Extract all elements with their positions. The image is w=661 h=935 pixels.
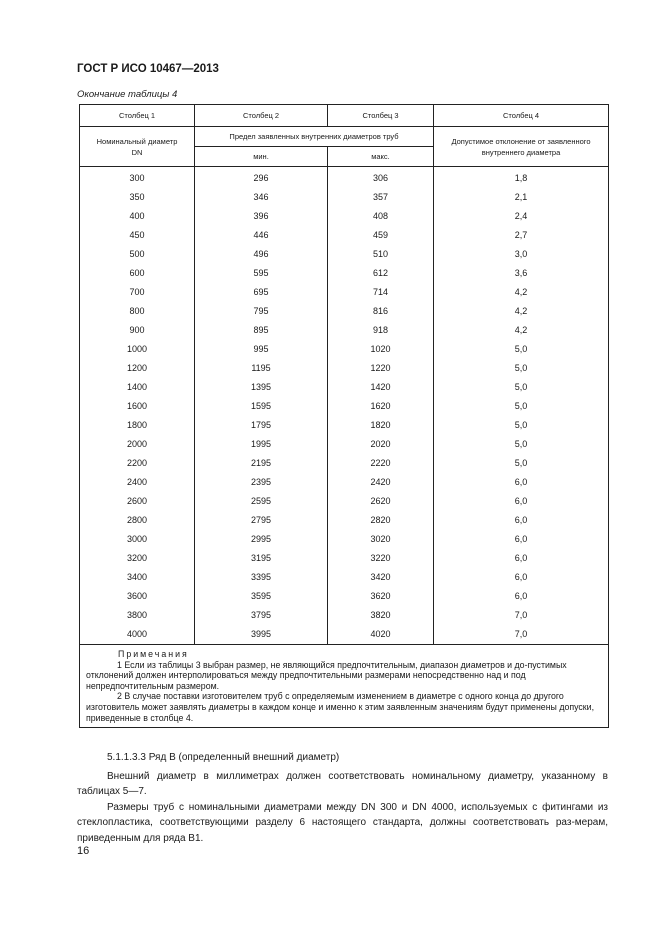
table-cell: 2420: [328, 473, 434, 492]
table-cell: 5,0: [434, 435, 609, 454]
table-cell: 4000: [80, 625, 195, 645]
table-cell: 1020: [328, 340, 434, 359]
table-cell: 3000: [80, 530, 195, 549]
table-cell: 995: [195, 340, 328, 359]
column-head-3: Столбец 3: [328, 105, 434, 127]
table-cell: 2220: [328, 454, 434, 473]
page-number: 16: [77, 845, 90, 857]
table-cell: 1195: [195, 359, 328, 378]
table-cell: 7,0: [434, 625, 609, 645]
table-cell: 1595: [195, 397, 328, 416]
note-1: 1 Если из таблицы 3 выбран размер, не являющийся предпочтительным, диапазон диаметров и до-пустимых отклонений должен интерполироваться между предпочтительными размерами непосредственно над и под непредпочтительным размером.: [86, 659, 567, 691]
table-row: [80, 340, 609, 359]
table-cell: 3400: [80, 568, 195, 587]
table-cell: 1420: [328, 378, 434, 397]
table-cell: 1800: [80, 416, 195, 435]
table-cell: 5,0: [434, 397, 609, 416]
table-cell: 6,0: [434, 492, 609, 511]
table-cell: 2620: [328, 492, 434, 511]
table-cell: 3,6: [434, 264, 609, 283]
table-cell: 3395: [195, 568, 328, 587]
table-cell: 3,0: [434, 245, 609, 264]
table-cell: 714: [328, 283, 434, 302]
table-cell: 5,0: [434, 359, 609, 378]
column-head-2: Столбец 2: [195, 105, 328, 127]
table-cell: 1995: [195, 435, 328, 454]
table-cell: 2020: [328, 435, 434, 454]
table-row: [80, 454, 609, 473]
table-row: [80, 188, 609, 207]
table-cell: 918: [328, 321, 434, 340]
table-row: [80, 435, 609, 454]
nominal-diameter-unit: DN: [131, 147, 143, 157]
table-cell: 3020: [328, 530, 434, 549]
table-cell: 3195: [195, 549, 328, 568]
table-cell: 2,4: [434, 207, 609, 226]
table-cell: 3595: [195, 587, 328, 606]
table-cell: 1200: [80, 359, 195, 378]
table-cell: 2195: [195, 454, 328, 473]
table-cell: 3995: [195, 625, 328, 645]
table-cell: 2395: [195, 473, 328, 492]
table-body: [80, 167, 609, 645]
min-header: мин.: [195, 147, 328, 167]
table-cell: 4020: [328, 625, 434, 645]
table-cell: 3220: [328, 549, 434, 568]
table-cell: 459: [328, 226, 434, 245]
note-2: 2 В случае поставки изготовителем труб с определяемым изменением в диаметре с одного конца до другого изготовитель может заявлять диаметры в каждом конце и именно к этим заявленным значениям будут применены допуски, приведенные в столбце 4.: [86, 691, 595, 723]
table-cell: 3820: [328, 606, 434, 625]
table-row: [80, 378, 609, 397]
table-cell: 895: [195, 321, 328, 340]
table-cell: 2995: [195, 530, 328, 549]
table-cell: 4,2: [434, 302, 609, 321]
table-cell: 2200: [80, 454, 195, 473]
table-cell: 350: [80, 188, 195, 207]
column-head-4: Столбец 4: [434, 105, 609, 127]
table-cell: 2000: [80, 435, 195, 454]
table-row: [80, 397, 609, 416]
table-cell: 2400: [80, 473, 195, 492]
section-heading: 5.1.1.3.3 Ряд В (определенный внешний диаметр): [107, 752, 340, 763]
table-cell: 1395: [195, 378, 328, 397]
table-cell: 800: [80, 302, 195, 321]
table-cell: 450: [80, 226, 195, 245]
table-cell: 1795: [195, 416, 328, 435]
table-cell: 3795: [195, 606, 328, 625]
column-head-1: Столбец 1: [80, 105, 195, 127]
table-cell: 7,0: [434, 606, 609, 625]
table-cell: 6,0: [434, 587, 609, 606]
tolerance-header: [434, 127, 609, 167]
table-cell: 306: [328, 167, 434, 189]
table-cell: 1600: [80, 397, 195, 416]
table-cell: 2800: [80, 511, 195, 530]
table-cell: 2,7: [434, 226, 609, 245]
table-cell: 6,0: [434, 473, 609, 492]
table-cell: 400: [80, 207, 195, 226]
table-row: [80, 587, 609, 606]
table-row: [80, 167, 609, 189]
table-row: [80, 359, 609, 378]
table-row: [80, 321, 609, 340]
table-cell: 3620: [328, 587, 434, 606]
table-row: [80, 416, 609, 435]
table-cell: 612: [328, 264, 434, 283]
table-cell: 695: [195, 283, 328, 302]
table-row: [80, 302, 609, 321]
table-cell: 2,1: [434, 188, 609, 207]
table-cell: 3200: [80, 549, 195, 568]
table-cell: 496: [195, 245, 328, 264]
table-cell: 296: [195, 167, 328, 189]
nominal-diameter-header: [80, 127, 195, 167]
table-cell: 3600: [80, 587, 195, 606]
column-number-row: [80, 105, 609, 127]
table-cell: 1000: [80, 340, 195, 359]
table-4: [79, 104, 609, 728]
paragraph: Размеры труб с номинальными диаметрами между DN 300 и DN 4000, используемых с фитингами из стеклопластика, соответствующими разделу 6 настоящего стандарта, должны соответствовать раз-мерам, приведенным для ряда В1.: [77, 801, 608, 844]
diameter-range-header: Предел заявленных внутренних диаметров труб: [195, 127, 434, 147]
table-cell: 6,0: [434, 549, 609, 568]
table-cell: 4,2: [434, 321, 609, 340]
table-cell: 357: [328, 188, 434, 207]
table-cell: 5,0: [434, 340, 609, 359]
table-cell: 2795: [195, 511, 328, 530]
table-cell: 5,0: [434, 454, 609, 473]
nominal-diameter-label: Номинальный диаметр: [96, 136, 178, 146]
table-cell: 6,0: [434, 568, 609, 587]
notes-row: [80, 645, 609, 728]
header-row: [80, 127, 609, 147]
table-row: [80, 207, 609, 226]
body-text: [77, 750, 608, 846]
table-cell: 1220: [328, 359, 434, 378]
table-row: [80, 492, 609, 511]
tolerance-label-line2: внутреннего диаметра: [481, 147, 561, 157]
table-row: [80, 473, 609, 492]
table-cell: 795: [195, 302, 328, 321]
table-cell: 816: [328, 302, 434, 321]
table-cell: 300: [80, 167, 195, 189]
table-cell: 1820: [328, 416, 434, 435]
table-cell: 346: [195, 188, 328, 207]
table-notes: [80, 645, 609, 728]
table-cell: 700: [80, 283, 195, 302]
table-cell: 2600: [80, 492, 195, 511]
table-row: [80, 606, 609, 625]
table-cell: 500: [80, 245, 195, 264]
table-cell: 6,0: [434, 511, 609, 530]
table-row: [80, 226, 609, 245]
table-cell: 2820: [328, 511, 434, 530]
table-cell: 900: [80, 321, 195, 340]
document-title: ГОСТ Р ИСО 10467—2013: [77, 63, 219, 75]
table-cell: 1400: [80, 378, 195, 397]
table-cell: 408: [328, 207, 434, 226]
table-cell: 3420: [328, 568, 434, 587]
table-cell: 5,0: [434, 416, 609, 435]
table-row: [80, 625, 609, 645]
table-row: [80, 511, 609, 530]
paragraph: Внешний диаметр в миллиметрах должен соответствовать номинальному диаметру, указанному в таблицах 5—7.: [77, 770, 608, 797]
table-cell: 1620: [328, 397, 434, 416]
table-cell: 3800: [80, 606, 195, 625]
table-row: [80, 568, 609, 587]
table-row: [80, 530, 609, 549]
table-row: [80, 264, 609, 283]
table-cell: 6,0: [434, 530, 609, 549]
notes-title: Примечания: [118, 649, 189, 659]
table-cell: 510: [328, 245, 434, 264]
table-cell: 4,2: [434, 283, 609, 302]
max-header: макс.: [328, 147, 434, 167]
table-row: [80, 549, 609, 568]
table-row: [80, 245, 609, 264]
table-cell: 1,8: [434, 167, 609, 189]
table-cell: 5,0: [434, 378, 609, 397]
table-cell: 396: [195, 207, 328, 226]
table-cell: 600: [80, 264, 195, 283]
table-cell: 595: [195, 264, 328, 283]
table-row: [80, 283, 609, 302]
table-cell: 446: [195, 226, 328, 245]
tolerance-label-line1: Допустимое отклонение от заявленного: [451, 136, 591, 146]
table-caption: Окончание таблицы 4: [77, 89, 178, 100]
table-cell: 2595: [195, 492, 328, 511]
